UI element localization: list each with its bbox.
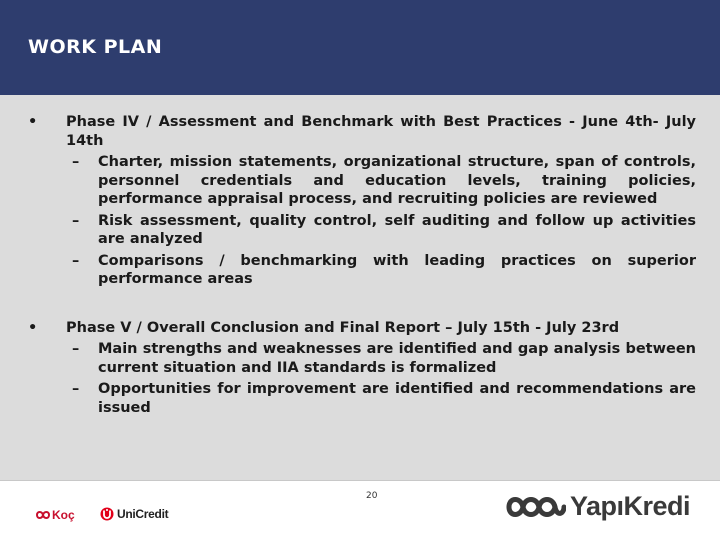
sub-item xyxy=(28,340,696,377)
yapikredi-emblem-icon xyxy=(506,492,566,522)
unicredit-emblem-icon xyxy=(100,507,114,521)
sub-text: Risk assessment, quality control, self auditing and follow up activities are analyzed xyxy=(98,212,696,247)
koc-emblem-icon xyxy=(36,509,50,521)
slide-header xyxy=(0,0,720,95)
yapikredi-logo xyxy=(506,491,690,522)
sub-text: Main strengths and weaknesses are identified and gap analysis between current situation and IIA standards is formalized xyxy=(98,341,696,376)
koc-logo xyxy=(36,507,75,523)
sub-marker: – xyxy=(72,154,80,170)
bullet-item-phase-iv xyxy=(28,113,696,150)
slide-title: WORK PLAN xyxy=(28,36,163,58)
sub-marker: – xyxy=(72,212,80,229)
spacer xyxy=(28,289,696,319)
page-number: 20 xyxy=(366,491,378,501)
bullet-list xyxy=(28,113,696,417)
sub-marker: – xyxy=(72,252,80,269)
bullet-item-phase-v xyxy=(28,319,696,338)
slide-footer xyxy=(0,480,720,541)
sub-marker: – xyxy=(72,341,80,357)
unicredit-logo xyxy=(100,507,168,521)
unicredit-wordmark: UniCredit xyxy=(117,507,169,521)
bullet-text: Phase IV / Assessment and Benchmark with Best Practices - June 4th- July 14th xyxy=(66,114,696,149)
sub-item xyxy=(28,380,696,417)
slide-content xyxy=(0,95,720,480)
sub-item xyxy=(28,212,696,249)
bullet-text: Phase V / Overall Conclusion and Final Report – July 15th - July 23rd xyxy=(66,319,620,336)
bullet-marker: • xyxy=(28,114,38,130)
sub-text: Opportunities for improvement are identified and recommendations are issued xyxy=(98,381,696,416)
sub-text: Charter, mission statements, organizational structure, span of controls, personnel credentials and education levels, training policies, performance appraisal process, and recruiting policies are reviewed xyxy=(98,154,696,207)
yapikredi-wordmark: YapıKredi xyxy=(570,491,691,521)
bullet-marker: • xyxy=(28,319,38,336)
sub-item xyxy=(28,153,696,209)
sub-text: Comparisons / benchmarking with leading practices on superior performance areas xyxy=(98,252,696,287)
sub-item xyxy=(28,252,696,289)
koc-wordmark: Koç xyxy=(52,508,75,522)
sub-marker: – xyxy=(72,381,80,397)
